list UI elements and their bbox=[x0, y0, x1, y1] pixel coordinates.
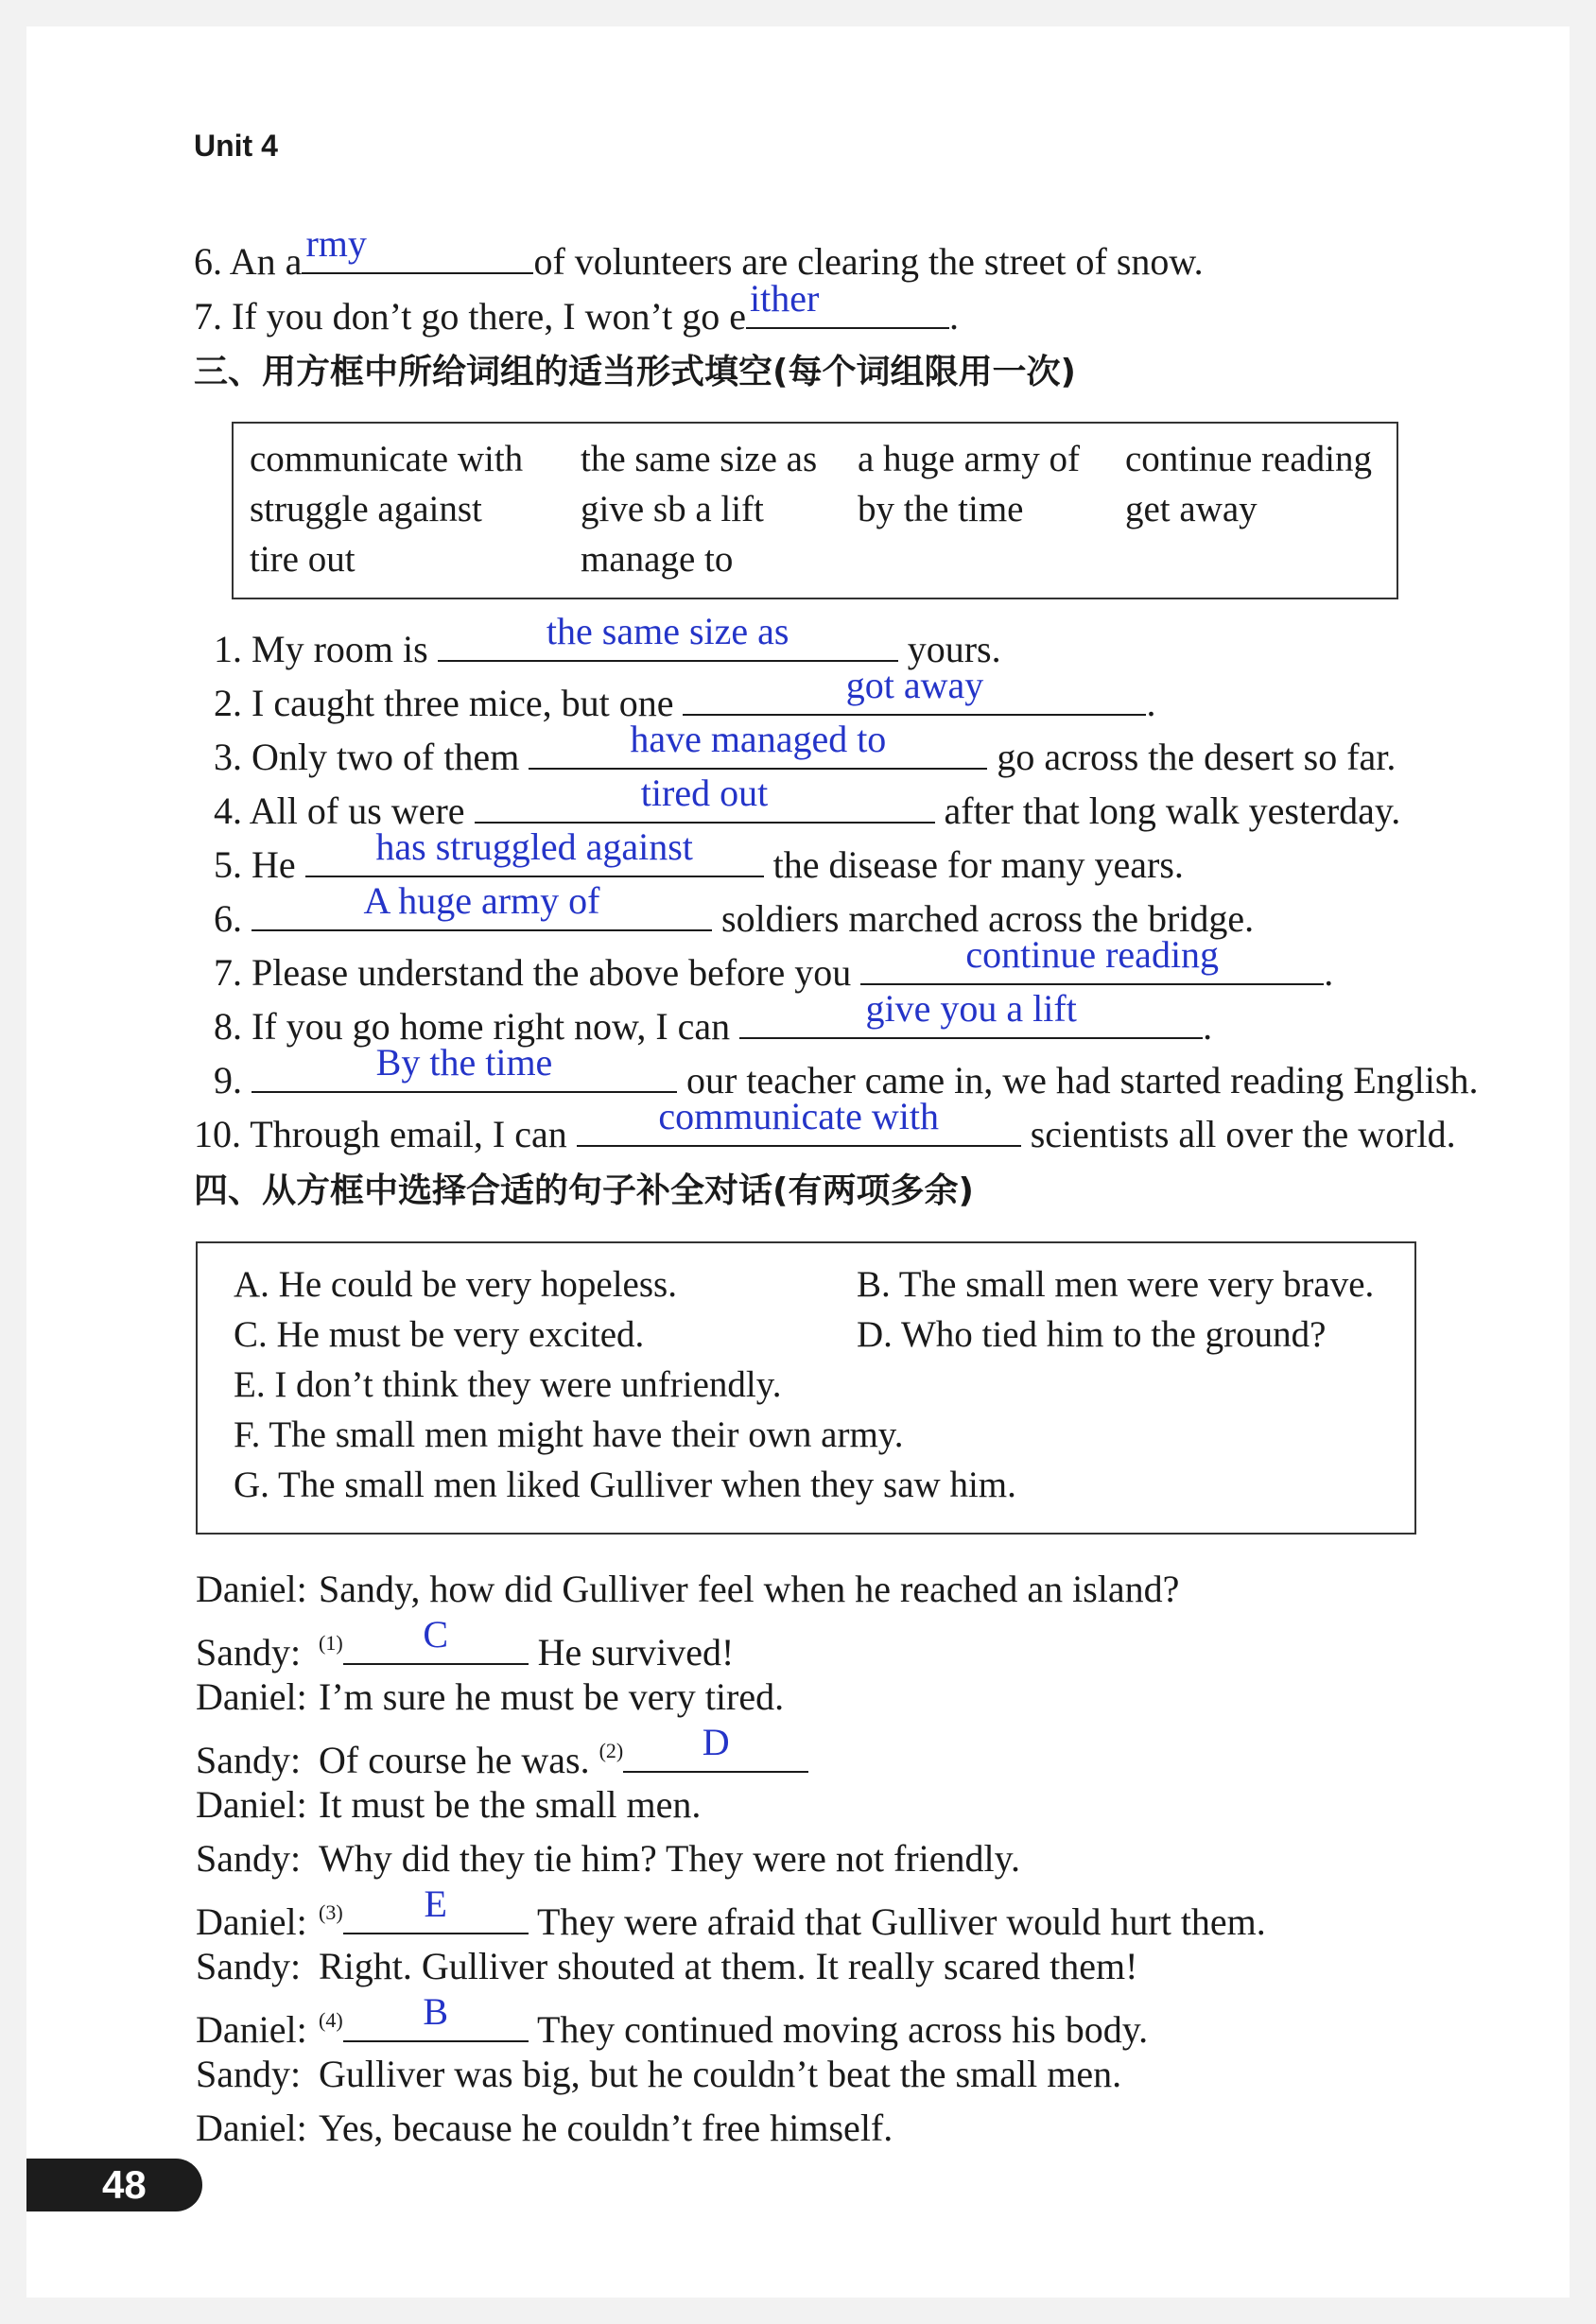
dialogue-line: Daniel: $^{(4)}$ B They continued moving across his body. bbox=[196, 1990, 1149, 2051]
answer-blank bbox=[305, 825, 764, 877]
exercise-line: 1. My room is the same size as yours. bbox=[214, 610, 1001, 670]
dialogue-line: Sandy: Of course he was. $^{(2)}$ D bbox=[196, 1728, 808, 1783]
exercise-line: 4. All of us were tired out after that long walk yesterday. bbox=[214, 772, 1401, 832]
option: D. Who tied him to the ground? bbox=[857, 1314, 1327, 1355]
phrase: by the time bbox=[858, 489, 1024, 529]
answer-text: communicate with bbox=[658, 1095, 940, 1137]
option: F. The small men might have their own army. bbox=[234, 1414, 904, 1455]
speaker: Sandy: bbox=[196, 1739, 302, 1781]
page-number-tab bbox=[26, 2159, 202, 2211]
blank-marker: (1) bbox=[319, 1631, 343, 1655]
answer-text: B bbox=[423, 1990, 448, 2033]
dialogue-line: Daniel: Yes, because he couldn’t free himself. bbox=[196, 2107, 893, 2149]
phrase: a huge army of bbox=[858, 439, 1080, 479]
option: A. He could be very hopeless. bbox=[234, 1264, 677, 1305]
answer-blank bbox=[343, 1990, 529, 2042]
option: C. He must be very excited. bbox=[234, 1314, 645, 1355]
answer-blank bbox=[683, 664, 1146, 716]
option: G. The small men liked Gulliver when they saw him. bbox=[234, 1465, 1016, 1505]
options-box bbox=[196, 1241, 1416, 1535]
answer-blank bbox=[529, 718, 987, 770]
exercise-line: 5. He has struggled against the disease for many years. bbox=[214, 825, 1184, 886]
exercise-line: 6. A huge army of soldiers marched across the bridge. bbox=[214, 879, 1255, 940]
answer-blank bbox=[343, 1613, 529, 1665]
speaker: Sandy: bbox=[196, 1631, 302, 1674]
speaker: Daniel: bbox=[196, 1675, 307, 1718]
exercise-line: 2. I caught three mice, but one got away . bbox=[214, 664, 1156, 724]
speaker: Daniel: bbox=[196, 2107, 307, 2149]
speaker: Sandy: bbox=[196, 1837, 302, 1880]
exercise-line: 6. An a rmy of volunteers are clearing the street of snow. bbox=[194, 222, 1204, 283]
speaker: Daniel: bbox=[196, 1568, 307, 1610]
dialogue-line: Daniel: $^{(3)}$ E They were afraid that Gulliver would hurt them. bbox=[196, 1882, 1266, 1943]
answer-text: has struggled against bbox=[375, 825, 693, 868]
answer-text: the same size as bbox=[546, 610, 789, 652]
answer-blank bbox=[302, 222, 533, 274]
answer-blank bbox=[252, 1041, 677, 1093]
blank-marker: (3) bbox=[319, 1900, 343, 1924]
option: B. The small men were very brave. bbox=[857, 1264, 1375, 1305]
answer-text: tired out bbox=[640, 772, 769, 814]
exercise-line: 10. Through email, I can communicate with scientists all over the world. bbox=[194, 1095, 1456, 1155]
answer-blank bbox=[577, 1095, 1021, 1147]
blank-marker: (2) bbox=[598, 1739, 624, 1762]
phrase: get away bbox=[1125, 489, 1258, 529]
answer-text: D bbox=[702, 1721, 730, 1763]
blank-marker: (4) bbox=[319, 2008, 343, 2032]
dialogue-line: Daniel: Sandy, how did Gulliver feel when he reached an island? bbox=[196, 1568, 1180, 1610]
dialogue-line: Sandy: Gulliver was big, but he couldn’t beat the small men. bbox=[196, 2053, 1122, 2095]
answer-blank bbox=[746, 277, 949, 329]
answer-blank bbox=[475, 772, 935, 824]
phrase: struggle against bbox=[250, 489, 482, 529]
dialogue-line: Sandy: Right. Gulliver shouted at them. It really scared them! bbox=[196, 1945, 1138, 1987]
answer-text: C bbox=[423, 1613, 448, 1656]
dialogue-line: Daniel: It must be the small men. bbox=[196, 1783, 702, 1826]
answer-text: By the time bbox=[375, 1041, 553, 1084]
exercise-line: 7. If you don’t go there, I won’t go e ither . bbox=[194, 277, 959, 338]
section3-heading: 三、用方框中所给词组的适当形式填空(每个词组限用一次) bbox=[194, 353, 1076, 391]
phrase: give sb a lift bbox=[581, 489, 764, 529]
answer-text: give you a lift bbox=[865, 987, 1077, 1030]
phrase: continue reading bbox=[1125, 439, 1372, 479]
section4-heading: 四、从方框中选择合适的句子补全对话(有两项多余) bbox=[194, 1171, 974, 1210]
speaker: Daniel: bbox=[196, 1783, 307, 1826]
phrase-box bbox=[232, 422, 1398, 599]
answer-text: got away bbox=[845, 664, 984, 706]
dialogue-line: Sandy: Why did they tie him? They were not friendly. bbox=[196, 1837, 1021, 1880]
answer-text: rmy bbox=[305, 222, 367, 265]
answer-text: E bbox=[424, 1882, 447, 1925]
exercise-line: 9. By the time our teacher came in, we had started reading English. bbox=[214, 1041, 1479, 1101]
phrase: manage to bbox=[581, 539, 734, 580]
answer-blank bbox=[860, 933, 1324, 985]
dialogue-line: Daniel: I’m sure he must be very tired. bbox=[196, 1675, 785, 1718]
answer-blank bbox=[343, 1882, 529, 1934]
exercise-line: 7. Please understand the above before you continue reading . bbox=[214, 933, 1334, 994]
answer-text: A huge army of bbox=[363, 879, 600, 922]
answer-text: ither bbox=[749, 277, 820, 320]
exercise-line: 3. Only two of them have managed to go across the desert so far. bbox=[214, 718, 1396, 778]
answer-text: continue reading bbox=[965, 933, 1220, 976]
phrase: tire out bbox=[250, 539, 356, 580]
answer-blank bbox=[252, 879, 712, 931]
answer-blank bbox=[623, 1721, 808, 1773]
speaker: Sandy: bbox=[196, 2053, 302, 2095]
option: E. I don’t think they were unfriendly. bbox=[234, 1364, 782, 1405]
phrase: communicate with bbox=[250, 439, 524, 479]
speaker: Daniel: bbox=[196, 2008, 307, 2051]
answer-text: have managed to bbox=[630, 718, 887, 760]
speaker: Sandy: bbox=[196, 1945, 302, 1987]
answer-blank bbox=[739, 987, 1203, 1039]
dialogue-line: Sandy: $^{(1)}$ C He survived! bbox=[196, 1613, 735, 1674]
page-number: 48 bbox=[102, 2162, 147, 2207]
phrase: the same size as bbox=[581, 439, 818, 479]
speaker: Daniel: bbox=[196, 1900, 307, 1943]
unit-label: Unit 4 bbox=[194, 129, 278, 163]
exercise-line: 8. If you go home right now, I can give you a lift . bbox=[214, 987, 1213, 1048]
